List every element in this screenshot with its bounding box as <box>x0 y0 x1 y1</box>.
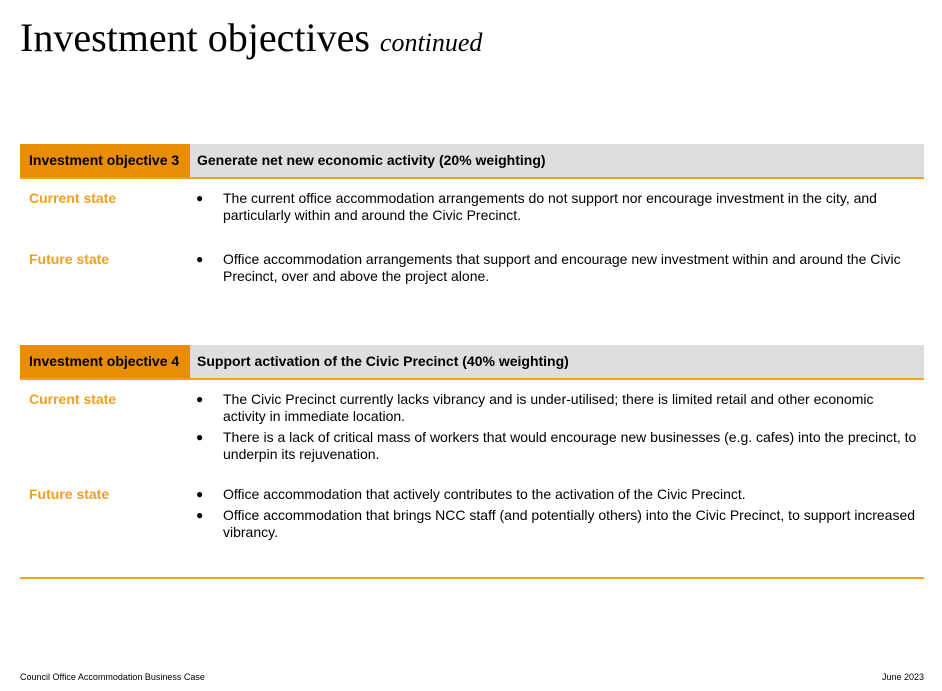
bullet-icon: ● <box>196 191 204 205</box>
page-title-main: Investment objectives <box>20 15 370 60</box>
list-item <box>196 507 918 541</box>
bullet-text: The current office accommodation arrangements do not support nor encourage investment in the city, and particularly within and around the Civic Precinct. <box>223 190 877 223</box>
bullet-icon: ● <box>196 252 204 266</box>
bullet-icon: ● <box>196 392 204 406</box>
list-item <box>196 251 918 285</box>
objective-4-current-label: Current state <box>29 391 117 407</box>
footer-document-title: Council Office Accommodation Business Case <box>20 672 205 682</box>
section-divider <box>20 577 924 579</box>
objective-4-future-label: Future state <box>29 486 110 502</box>
bullet-text: The Civic Precinct currently lacks vibrancy and is under-utilised; there is limited retail and other economic activity in immediate location. <box>223 391 874 424</box>
objective-4-tag: Investment objective 4 <box>20 345 190 378</box>
objective-3-current-label: Current state <box>29 190 117 206</box>
bullet-text: There is a lack of critical mass of workers that would encourage new businesses (e.g. cafes) into the precinct, to underpin its rejuvenation. <box>223 429 917 462</box>
list-item <box>196 429 918 463</box>
bullet-text: Office accommodation that actively contributes to the activation of the Civic Precinct. <box>223 486 746 502</box>
bullet-text: Office accommodation that brings NCC staff (and potentially others) into the Civic Precinct, to support increased vibrancy. <box>223 507 916 540</box>
objective-3-future-label: Future state <box>29 251 110 267</box>
footer-date: June 2023 <box>881 672 924 682</box>
bullet-text: Office accommodation arrangements that support and encourage new investment within and around the Civic Precinct, over and above the project alone. <box>223 251 901 284</box>
objective-4-future-list <box>196 486 918 545</box>
objective-3-tag: Investment objective 3 <box>20 144 190 177</box>
objective-3-future-list <box>196 251 918 289</box>
objective-3-header <box>20 144 924 179</box>
objective-4-description: Support activation of the Civic Precinct (40% weighting) <box>190 345 924 378</box>
objective-4-header <box>20 345 924 380</box>
objective-3-current-list <box>196 190 918 228</box>
list-item <box>196 486 918 503</box>
list-item <box>196 391 918 425</box>
bullet-icon: ● <box>196 487 204 501</box>
page-title-suffix: continued <box>379 28 483 57</box>
objective-4-current-list <box>196 391 918 467</box>
bullet-icon: ● <box>196 430 204 444</box>
list-item <box>196 190 918 224</box>
page-title <box>20 14 482 67</box>
bullet-icon: ● <box>196 508 204 522</box>
objective-3-description: Generate net new economic activity (20% weighting) <box>190 144 924 177</box>
